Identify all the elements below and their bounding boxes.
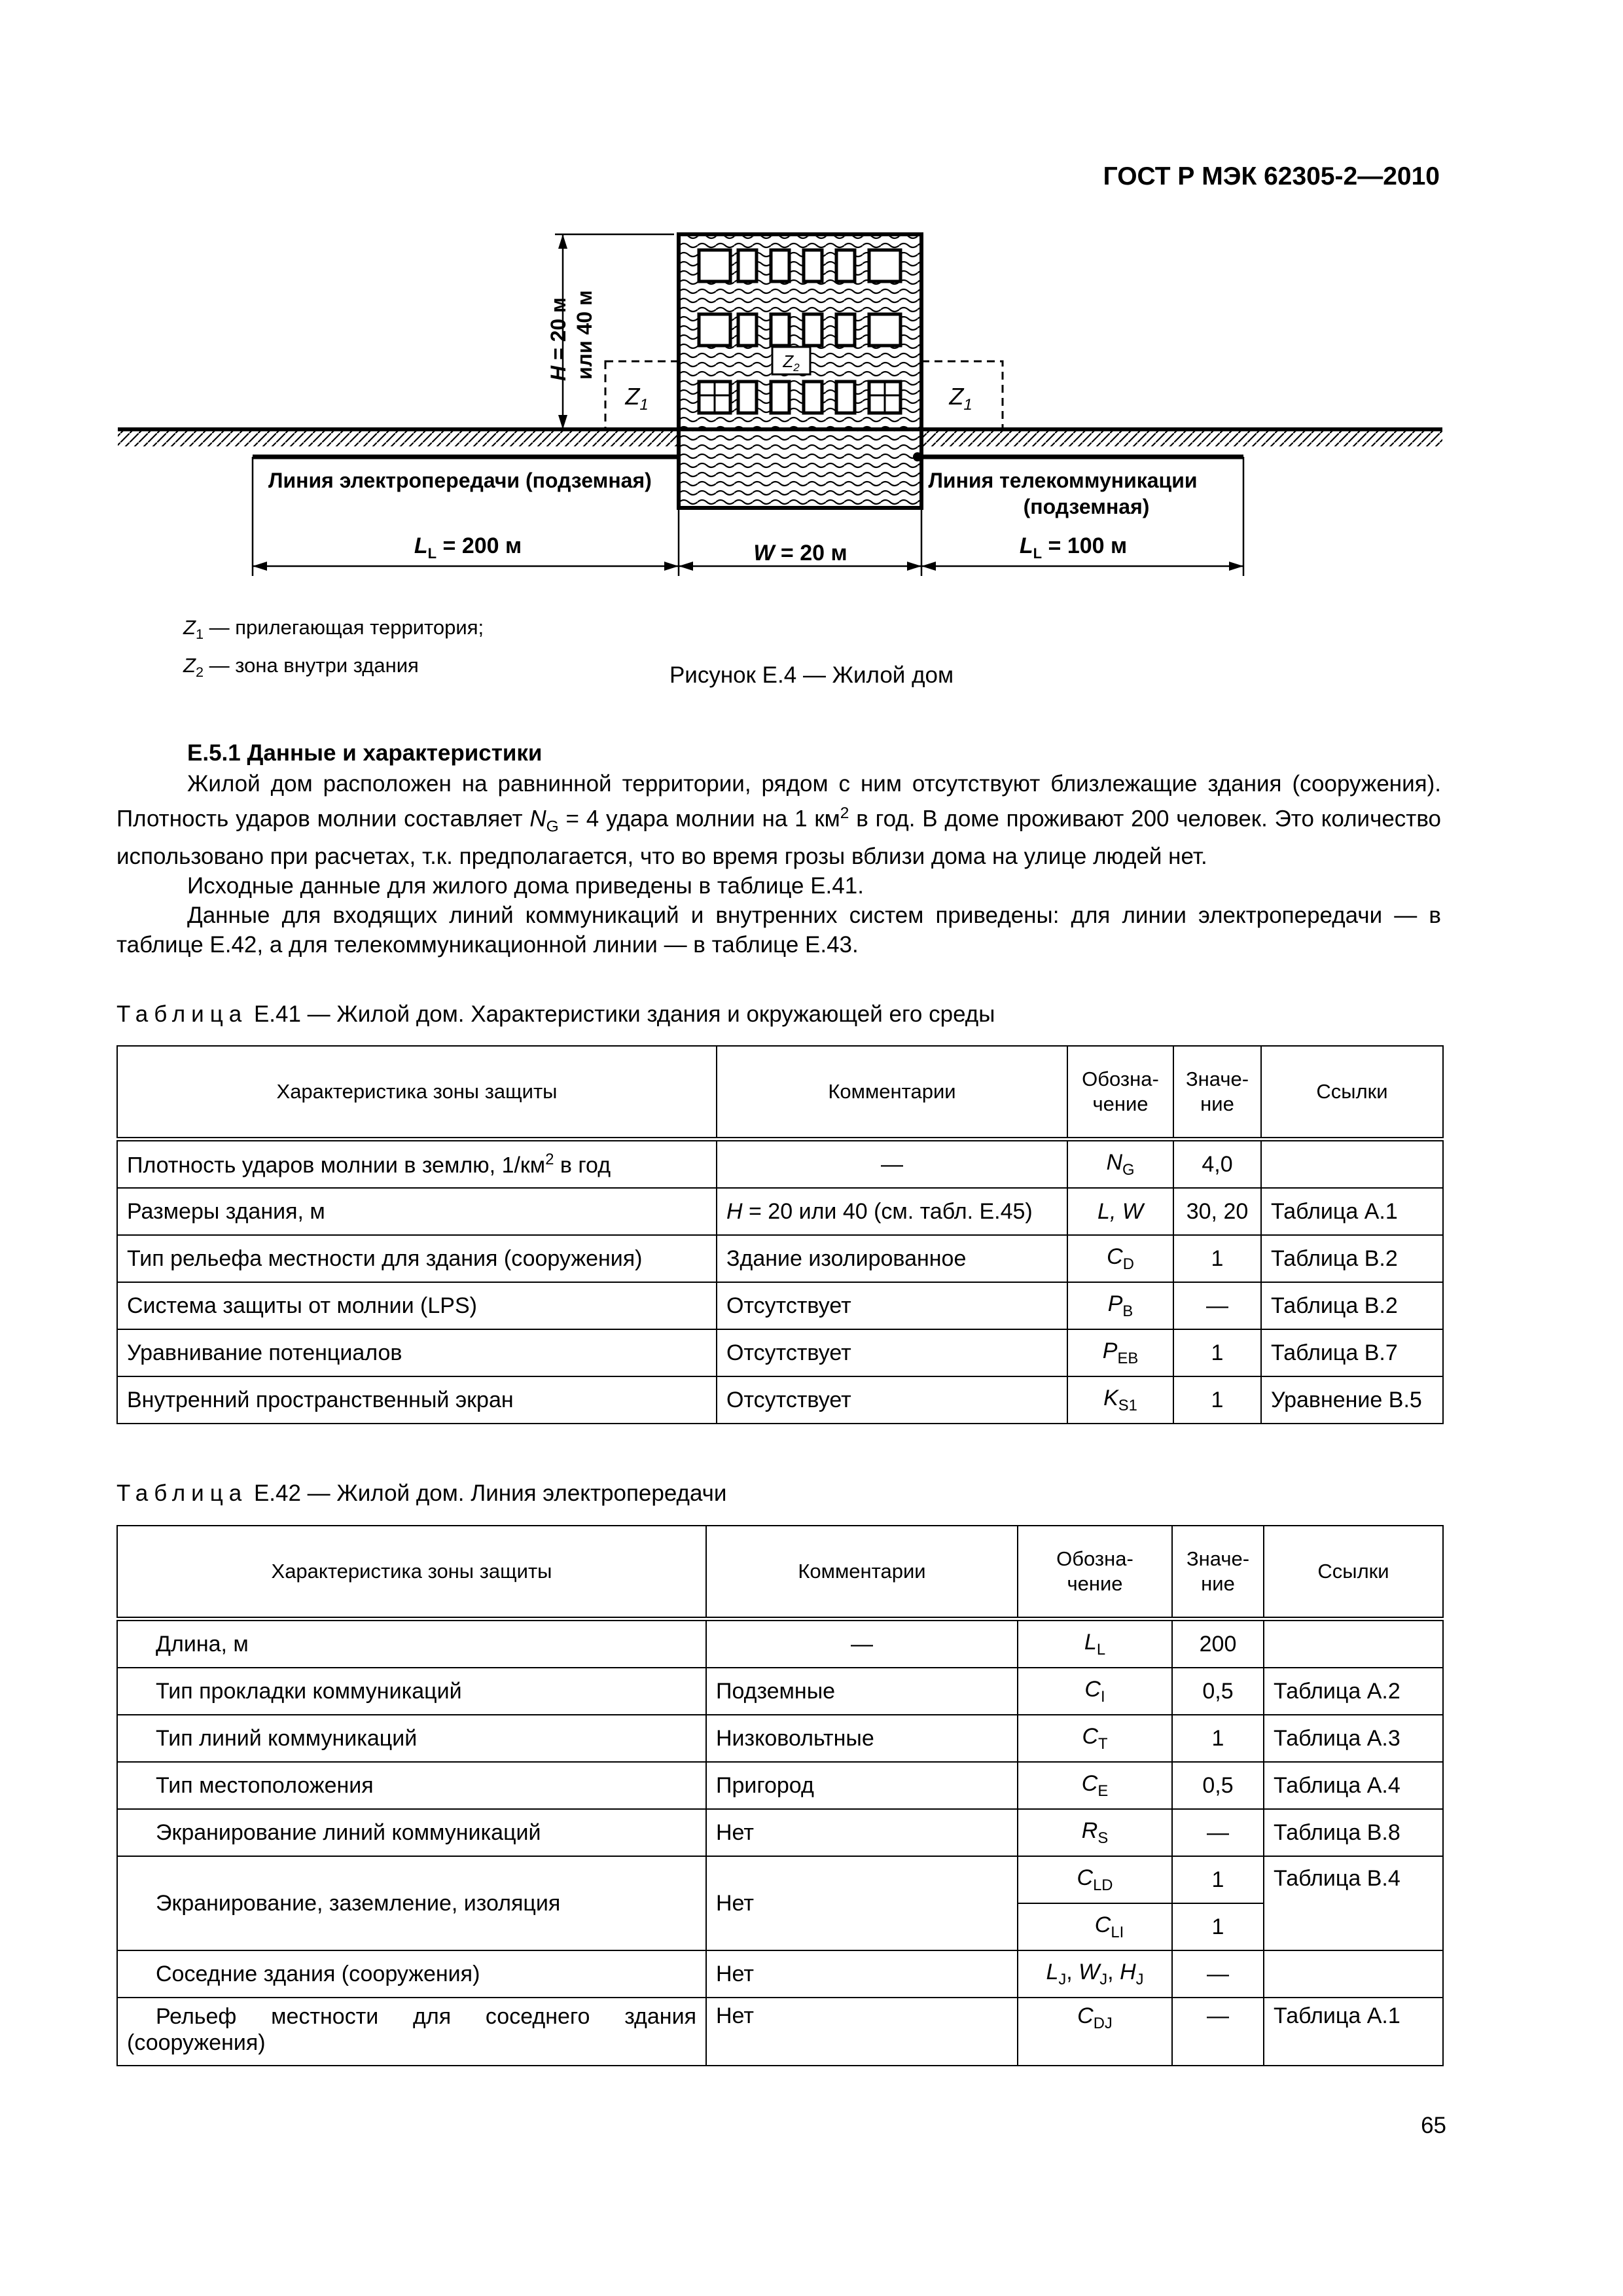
zone1-box-left (605, 361, 679, 429)
table42-header-comments: Комментарии (706, 1526, 1018, 1619)
table42-header-designation: Обозна- чение (1018, 1526, 1172, 1619)
table-row: Внутренний пространственный экран Отсутствует $K_{S1}$ 1 Уравнение В.5 (117, 1376, 1443, 1424)
table42-header-characteristic: Характеристика зоны защиты (117, 1526, 706, 1619)
table-row: Уравнивание потенциалов Отсутствует $P_{EB}$ 1 Таблица В.7 (117, 1329, 1443, 1376)
table-row: Система защиты от молнии (LPS) Отсутствует $P_B$ — Таблица В.2 (117, 1282, 1443, 1329)
paragraph-1: Жилой дом расположен на равнинной территории, рядом с ним отсутствуют близлежащие здания (сооружения). Плотность ударов молнии составляет $N_G = 4$ удара молнии на 1 $км^2$ в год. В доме проживают 200 человек. Это количество использовано при расчетах, т.к. предполагается, что во время грозы вблизи дома на улице людей нет. (116, 771, 1441, 869)
section-body (116, 738, 1441, 960)
building-diagram (111, 223, 1446, 589)
table41-caption: Таблица Е.41 — Жилой дом. Характеристики здания и окружающей его среды (116, 1001, 995, 1027)
table41-header-designation: Обозна- чение (1067, 1046, 1173, 1139)
table42-header-value: Значе- ние (1172, 1526, 1264, 1619)
paragraph-2: Исходные данные для жилого дома приведены в таблице Е.41. (187, 872, 864, 899)
table-row: Тип местоположения Пригород $C_E$ 0,5 Таблица А.4 (117, 1762, 1443, 1809)
table-row: Соседние здания (сооружения) Нет $L_J$, $W_J$, $H_J$ — (117, 1950, 1443, 1998)
telecom-line-label-2: (подземная) (1023, 495, 1150, 518)
legend-item-z1: $Z_1$ — прилегающая территория; (183, 616, 484, 643)
table41-header-refs: Ссылки (1261, 1046, 1443, 1139)
table41-header-value: Значе- ние (1173, 1046, 1261, 1139)
table-e41 (116, 1045, 1444, 1424)
ll-telecom-label: $L_L = 100$ м (1019, 533, 1128, 562)
section-heading: Е.5.1 Данные и характеристики (187, 740, 543, 766)
table42-caption: Таблица Е.42 — Жилой дом. Линия электропередачи (116, 1480, 727, 1506)
ground-hatch-left (118, 429, 679, 446)
zone2-label: $Z_2$ (783, 351, 800, 374)
zone1-label-right: $Z_1$ (949, 383, 972, 414)
table-row: Экранирование линий коммуникаций Нет $R_S$ — Таблица В.8 (117, 1809, 1443, 1856)
table-e42 (116, 1525, 1444, 2066)
figure-caption: Рисунок Е.4 — Жилой дом (669, 662, 954, 688)
table-row: Длина, м — $L_L$ 200 (117, 1619, 1443, 1668)
table-row: Тип рельефа местности для здания (сооружения) Здание изолированное $C_D$ 1 Таблица В.2 (117, 1235, 1443, 1282)
table-row: Тип линий коммуникаций Низковольтные $C_T$ 1 Таблица А.3 (117, 1715, 1443, 1762)
table41-header-comments: Комментарии (717, 1046, 1067, 1139)
table-row: Плотность ударов молнии в землю, $1/км^2$ в год — $N_G$ 4,0 (117, 1139, 1443, 1189)
table42-header-refs: Ссылки (1264, 1526, 1443, 1619)
width-label: W = 20 м (753, 541, 847, 565)
telecom-line-label-1: Линия телекоммуникации (928, 469, 1198, 492)
legend-item-z2: $Z_2$ — зона внутри здания (183, 654, 419, 681)
height-label-1: H = 20 м (546, 297, 570, 381)
paragraph-3: Данные для входящих линий коммуникаций и внутренних систем приведены: для линии электропередачи — в таблице Е.42, а для телекоммуникационной линии — в таблице Е.43. (116, 902, 1441, 958)
ll-power-label: $L_L = 200$ м (414, 533, 522, 562)
zone1-label-left: $Z_1$ (625, 383, 649, 414)
power-line-label: Линия электропередачи (подземная) (268, 469, 652, 492)
height-label-2: или 40 м (573, 290, 596, 380)
table-row: Размеры здания, м H = 20 или 40 (см. табл. Е.45) L, W 30, 20 Таблица А.1 (117, 1188, 1443, 1235)
page-number: 65 (1421, 2113, 1446, 2138)
table-row: Рельеф местности для соседнего здания (сооружения) Нет $C_{DJ}$ — Таблица А.1 (117, 1998, 1443, 2066)
document-header: ГОСТ Р МЭК 62305-2—2010 (1103, 162, 1440, 190)
table-row: Тип прокладки коммуникаций Подземные $C_I$ 0,5 Таблица А.2 (117, 1668, 1443, 1715)
table-row: Экранирование, заземление, изоляция Нет $C_{LD}$ 1 Таблица В.4 (117, 1856, 1443, 1903)
table-row: $C_{LI}$ 1 (117, 1903, 1443, 1950)
ground-hatch-right (921, 429, 1442, 446)
table41-header-characteristic: Характеристика зоны защиты (117, 1046, 717, 1139)
